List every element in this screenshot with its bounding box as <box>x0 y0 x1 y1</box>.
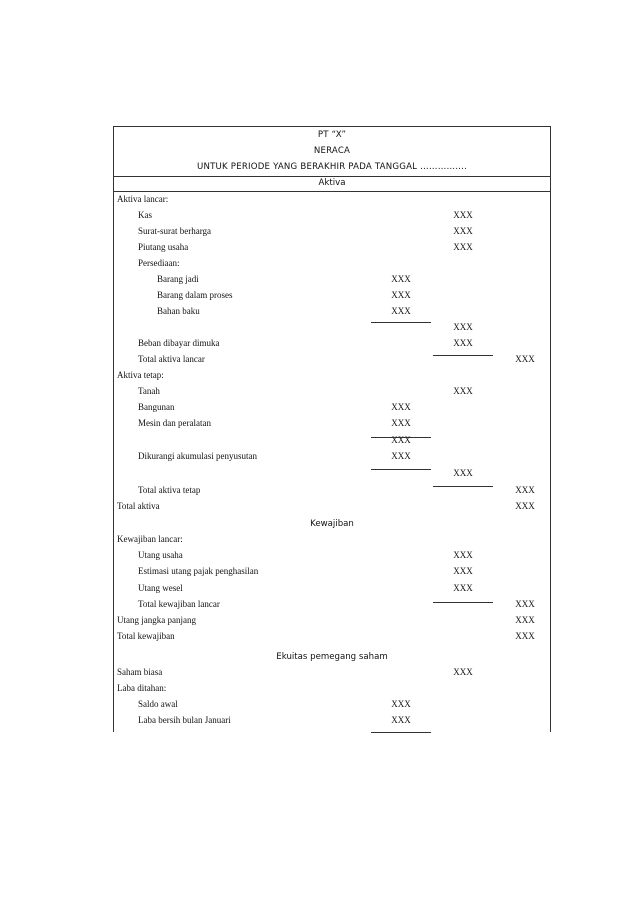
amount-c2: XXX <box>453 242 473 252</box>
table-row <box>114 432 550 448</box>
subtotal-line <box>371 469 431 470</box>
table-row <box>114 482 550 498</box>
statement-period: UNTUK PERIODE YANG BERAKHIR PADA TANGGAL ……………. <box>196 162 468 172</box>
amount-c2: XXX <box>453 386 473 396</box>
row-label: Laba ditahan: <box>117 683 167 693</box>
section-aktiva: Aktiva <box>318 178 346 188</box>
table-row <box>114 563 550 579</box>
row-label: Saldo awal <box>138 699 178 709</box>
table-row <box>114 287 550 303</box>
table-row <box>114 239 550 255</box>
amount-c2: XXX <box>453 468 473 478</box>
row-label: Piutang usaha <box>138 242 189 252</box>
company-name: PT “X” <box>317 130 347 140</box>
amount-c1: XXX <box>391 699 411 709</box>
amount-c1: XXX <box>391 290 411 300</box>
amount-c1: XXX <box>391 402 411 412</box>
row-label: Mesin dan peralatan <box>138 418 211 428</box>
row-label: Barang jadi <box>157 274 199 284</box>
amount-c1: XXX <box>391 306 411 316</box>
table-row <box>114 580 550 596</box>
amount-c2: XXX <box>453 210 473 220</box>
amount-c2: XXX <box>453 322 473 332</box>
row-label: Kas <box>138 210 152 220</box>
table-row <box>114 399 550 415</box>
table-row <box>114 351 550 367</box>
amount-c1: XXX <box>391 715 411 725</box>
table-row <box>114 664 550 680</box>
table-row <box>114 255 550 271</box>
amount-c3: XXX <box>515 615 535 625</box>
table-row <box>114 465 550 481</box>
row-label: Beban dibayar dimuka <box>138 338 220 348</box>
table-row <box>114 383 550 399</box>
subtotal-line <box>433 486 493 487</box>
balance-sheet <box>113 126 551 732</box>
amount-c1: XXX <box>391 418 411 428</box>
amount-c2: XXX <box>453 338 473 348</box>
table-row <box>114 680 550 696</box>
row-label: Dikurangi akumulasi penyusutan <box>138 451 257 461</box>
amount-c1: XXX <box>391 435 411 445</box>
table-row <box>114 271 550 287</box>
row-label: Total kewajiban <box>117 631 175 641</box>
section-kewajiban: Kewajiban <box>310 519 354 529</box>
row-label: Aktiva tetap: <box>117 370 164 380</box>
row-label: Persediaan: <box>138 258 180 268</box>
table-row <box>114 223 550 239</box>
table-row <box>114 303 550 319</box>
statement-title: NERACA <box>313 146 351 156</box>
row-label: Total aktiva lancar <box>138 354 205 364</box>
subtotal-line <box>371 322 431 323</box>
table-row <box>114 415 550 431</box>
amount-c3: XXX <box>515 599 535 609</box>
row-label: Bahan baku <box>157 306 200 316</box>
table-row <box>114 596 550 612</box>
table-row <box>114 367 550 383</box>
row-label: Utang wesel <box>138 583 183 593</box>
table-row <box>114 612 550 628</box>
row-label: Tanah <box>138 386 160 396</box>
subtotal-line <box>371 732 431 733</box>
amount-c1: XXX <box>391 451 411 461</box>
amount-c2: XXX <box>453 667 473 677</box>
row-label: Utang jangka panjang <box>117 615 196 625</box>
row-label: Laba bersih bulan Januari <box>138 715 231 725</box>
amount-c2: XXX <box>453 583 473 593</box>
row-label: Total kewajiban lancar <box>138 599 220 609</box>
row-label: Surat-surat berharga <box>138 226 212 236</box>
table-row <box>114 335 550 351</box>
section-ekuitas: Ekuitas pemegang saham <box>276 652 388 662</box>
table-row <box>114 207 550 223</box>
amount-c3: XXX <box>515 485 535 495</box>
amount-c1: XXX <box>391 274 411 284</box>
table-row <box>114 628 550 644</box>
row-label: Total aktiva <box>117 501 160 511</box>
subtotal-line <box>433 602 493 603</box>
table-row <box>114 712 550 728</box>
table-row <box>114 319 550 335</box>
amount-c3: XXX <box>515 354 535 364</box>
amount-c2: XXX <box>453 226 473 236</box>
table-row <box>114 498 550 514</box>
table-row <box>114 448 550 464</box>
row-label: Kewajiban lancar: <box>117 534 183 544</box>
table-row <box>114 696 550 712</box>
row-label: Utang usaha <box>138 550 183 560</box>
row-label: Bangunan <box>138 402 175 412</box>
table-row <box>114 191 550 207</box>
subtotal-line <box>433 355 493 356</box>
amount-c3: XXX <box>515 631 535 641</box>
table-row <box>114 547 550 563</box>
row-label: Barang dalam proses <box>157 290 233 300</box>
row-label: Total aktiva tetap <box>138 485 201 495</box>
subtotal-line <box>371 437 431 438</box>
amount-c3: XXX <box>515 501 535 511</box>
row-label: Aktiva lancar: <box>117 194 169 204</box>
row-label: Saham biasa <box>117 667 163 677</box>
table-row <box>114 531 550 547</box>
row-label: Estimasi utang pajak penghasilan <box>138 566 259 576</box>
amount-c2: XXX <box>453 566 473 576</box>
amount-c2: XXX <box>453 550 473 560</box>
